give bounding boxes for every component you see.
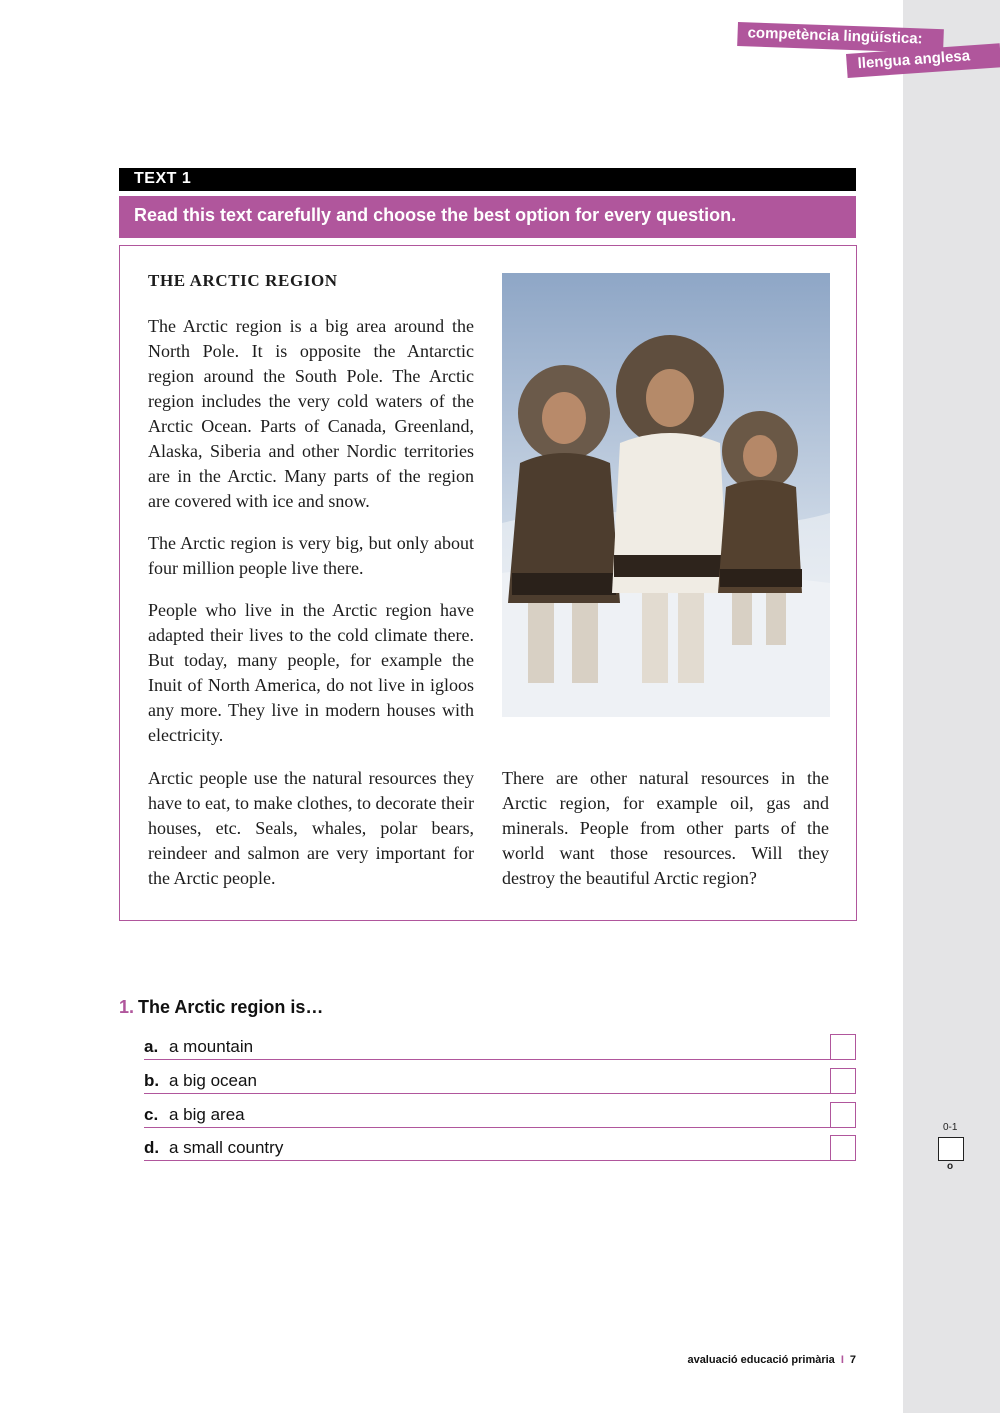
- passage-paragraph: There are other natural resources in the Arctic region, for example oil, gas and minerals. People from other parts of the world want those resources. Will they destroy the beautiful Arctic region?: [502, 768, 829, 888]
- page-number: 7: [849, 1354, 856, 1366]
- passage-paragraph: The Arctic region is very big, but only about four million people live there.: [148, 533, 474, 578]
- answer-option-a[interactable]: [144, 1034, 856, 1060]
- option-text: a mountain: [169, 1037, 254, 1056]
- option-letter: c.: [144, 1105, 159, 1124]
- option-letter: d.: [144, 1138, 160, 1157]
- right-margin-strip: [903, 0, 1000, 1413]
- instructions-banner: Read this text carefully and choose the best option for every question.: [119, 196, 856, 238]
- footer-separator: I: [840, 1354, 844, 1366]
- question-text: The Arctic region is…: [138, 997, 324, 1017]
- inuit-family-photo: [502, 273, 830, 717]
- option-text: a big area: [169, 1105, 245, 1124]
- option-rule: [144, 1127, 856, 1128]
- reading-passage-box: [119, 245, 857, 921]
- question-1: [119, 997, 323, 1018]
- answer-checkbox-d[interactable]: [830, 1135, 856, 1161]
- passage-paragraph: The Arctic region is a big area around the North Pole. It is opposite the Antarctic region around the South Pole. The Arctic region includes the very cold waters of the Arctic Ocean. Parts of Canada, Greenland, Alaska, Siberia and other Nordic territories are in the Arctic. Many parts of the region are covered with ice and snow.: [148, 316, 474, 511]
- article-title: THE ARCTIC REGION: [148, 271, 338, 290]
- answer-checkbox-c[interactable]: [830, 1102, 856, 1128]
- passage-paragraph: Arctic people use the natural resources they have to eat, to make clothes, to decorate their houses, etc. Seals, whales, polar bears, reindeer and salmon are very important for the Arctic people.: [148, 768, 474, 888]
- passage-left-column: [148, 271, 474, 765]
- option-rule: [144, 1093, 856, 1094]
- subject-tag-language: llengua anglesa: [846, 43, 1000, 78]
- passage-bottom-right-column: [502, 766, 829, 891]
- option-letter: a.: [144, 1037, 159, 1056]
- subject-tag-competence: competència lingüística:: [737, 22, 944, 53]
- question-number: 1.: [119, 997, 135, 1017]
- answer-option-c[interactable]: [144, 1102, 856, 1128]
- page-footer: [687, 1354, 856, 1366]
- text-section-header: TEXT 1: [119, 168, 856, 191]
- option-letter: b.: [144, 1071, 160, 1090]
- passage-bottom-left-column: [148, 766, 474, 891]
- answer-checkbox-a[interactable]: [830, 1034, 856, 1060]
- score-box[interactable]: [938, 1137, 964, 1161]
- answer-checkbox-b[interactable]: [830, 1068, 856, 1094]
- score-range-label: 0-1: [943, 1122, 958, 1133]
- option-rule: [144, 1160, 856, 1161]
- photo-illustration: [502, 273, 830, 717]
- option-text: a big ocean: [169, 1071, 257, 1090]
- answer-option-b[interactable]: [144, 1068, 856, 1094]
- score-sub-label: o: [947, 1161, 954, 1172]
- answer-option-d[interactable]: [144, 1135, 856, 1161]
- option-text: a small country: [169, 1138, 284, 1157]
- passage-paragraph: People who live in the Arctic region have adapted their lives to the cold climate there. But today, many people, for example the Inuit of North America, do not live in igloos any more. They live in modern houses with electricity.: [148, 600, 474, 745]
- footer-label: avaluació educació primària: [687, 1354, 835, 1366]
- option-rule: [144, 1059, 856, 1060]
